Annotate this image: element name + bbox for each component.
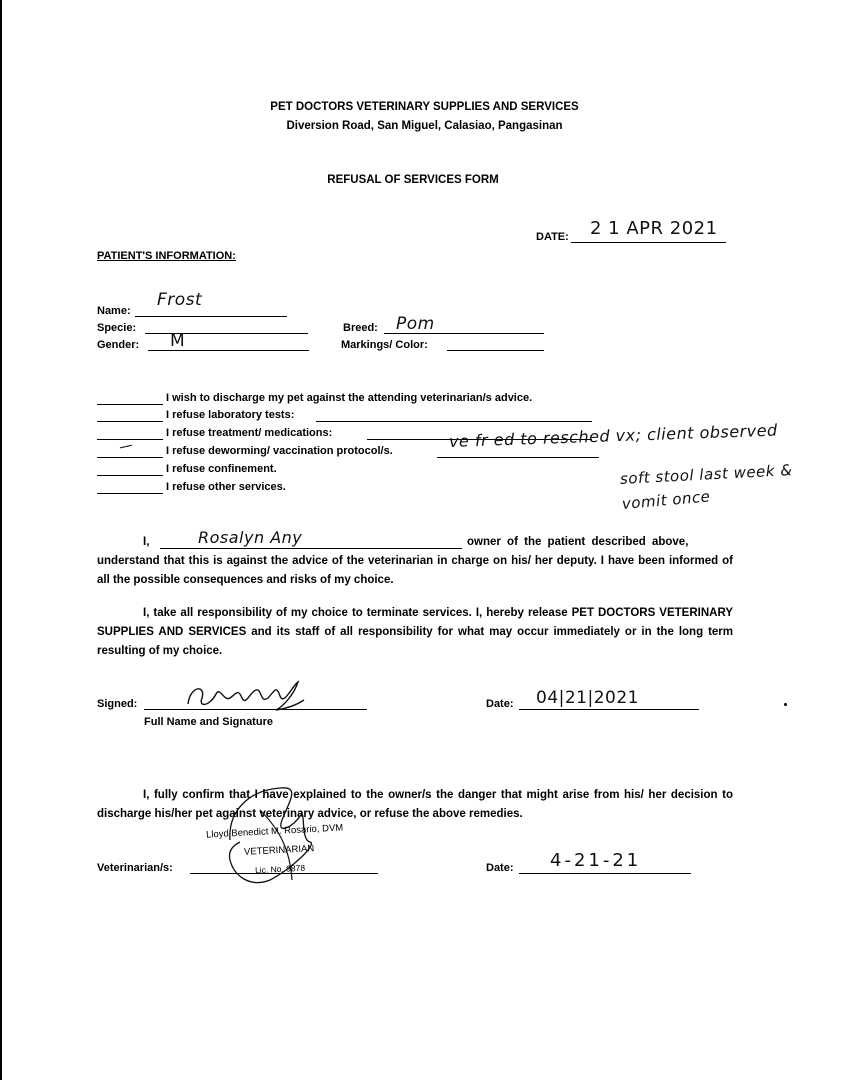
gender-value[interactable]: M: [170, 331, 186, 351]
owner-date-value[interactable]: 04|21|2021: [536, 688, 639, 708]
release-statement: [97, 604, 733, 661]
vet-statement-text: I, fully confirm that I have explained to the owner/s the danger that might arise from his/ her decision to discharge his/her pet against veterinary advice, or refuse the above remedies.: [97, 789, 733, 820]
refusal-check-line[interactable]: [97, 475, 163, 476]
refusal-check-line[interactable]: [97, 493, 163, 494]
refusal-text: I refuse treatment/ medications:: [166, 427, 333, 439]
refusal-text: I refuse laboratory tests:: [166, 409, 295, 421]
vet-label: Veterinarian/s:: [97, 862, 173, 874]
specie-label: Specie:: [97, 322, 137, 334]
refusal-check-line[interactable]: [97, 404, 163, 405]
refusal-check-line[interactable]: [97, 439, 163, 440]
refusal-note-line3: vomit once: [621, 487, 712, 513]
owner-line1-suffix: owner of the patient described above,: [467, 536, 689, 548]
refusal-check-line[interactable]: [97, 457, 163, 458]
name-value[interactable]: Frost: [157, 290, 203, 310]
refusal-text: I refuse deworming/ vaccination protocol/s.: [166, 445, 393, 457]
form-title: REFUSAL OF SERVICES FORM: [327, 174, 499, 186]
breed-label: Breed:: [343, 322, 378, 334]
vet-stamp-name: Lloyd Benedict M. Rosario, DVM: [205, 822, 344, 841]
owner-signature-caption: Full Name and Signature: [144, 716, 273, 728]
refusal-check-mark: /: [117, 440, 134, 454]
vet-stamp-license: Lic. No. 9878: [254, 862, 306, 876]
vet-date-label: Date:: [486, 862, 514, 874]
name-label: Name:: [97, 305, 131, 317]
owner-prefix: I,: [143, 536, 150, 548]
vet-stamp-outline: [220, 780, 370, 900]
breed-value[interactable]: Pom: [396, 314, 435, 334]
vet-stamp-title: VETERINARIAN: [243, 843, 315, 858]
markings-line: [447, 350, 544, 351]
markings-label: Markings/ Color:: [341, 339, 428, 351]
vet-date-value[interactable]: 4-21-21: [550, 850, 642, 871]
vet-date-line[interactable]: [519, 873, 691, 874]
owner-name-line: [160, 548, 462, 549]
clinic-address: Diversion Road, San Miguel, Calasiao, Pangasinan: [286, 120, 563, 132]
refusal-detail-line[interactable]: [316, 421, 592, 422]
refusal-text: I wish to discharge my pet against the attending veterinarian/s advice.: [166, 392, 533, 404]
page-left-edge: [0, 0, 2, 1080]
owner-date-label: Date:: [486, 698, 514, 710]
release-statement-text: I, take all responsibility of my choice to terminate services. I, hereby release PET DOCTORS VETERINARY SUPPLIES AND SERVICES and its staff of all responsibility for what may occur immediately or in the long term resulting of my choice.: [97, 607, 733, 657]
refusal-note-line2: soft stool last week &: [619, 460, 793, 488]
owner-name-value[interactable]: Rosalyn Any: [198, 528, 303, 547]
date-line: [571, 242, 726, 243]
refusal-text: I refuse other services.: [166, 481, 286, 493]
owner-signature-scribble: [180, 676, 310, 716]
date-label: DATE:: [536, 231, 569, 243]
stray-mark: [784, 703, 787, 706]
refusal-check-line[interactable]: [97, 421, 163, 422]
name-line: [135, 316, 287, 317]
owner-signed-label: Signed:: [97, 698, 138, 710]
refusal-note-line1: ve fr ed to resched vx; client observed: [448, 420, 778, 451]
owner-statement-text: understand that this is against the advice of the veterinarian in charge on his/ her deputy. I have been informed of all the possible consequences and risks of my choice.: [97, 555, 733, 586]
clinic-name: PET DOCTORS VETERINARY SUPPLIES AND SERVICES: [270, 101, 579, 113]
date-value[interactable]: 2 1 APR 2021: [590, 218, 718, 239]
refusal-text: I refuse confinement.: [166, 463, 277, 475]
patient-section-label: PATIENT'S INFORMATION:: [97, 250, 236, 262]
refusal-detail-line[interactable]: [437, 457, 599, 458]
gender-label: Gender:: [97, 339, 140, 351]
vet-statement: [97, 786, 733, 824]
owner-date-line[interactable]: [519, 709, 699, 710]
